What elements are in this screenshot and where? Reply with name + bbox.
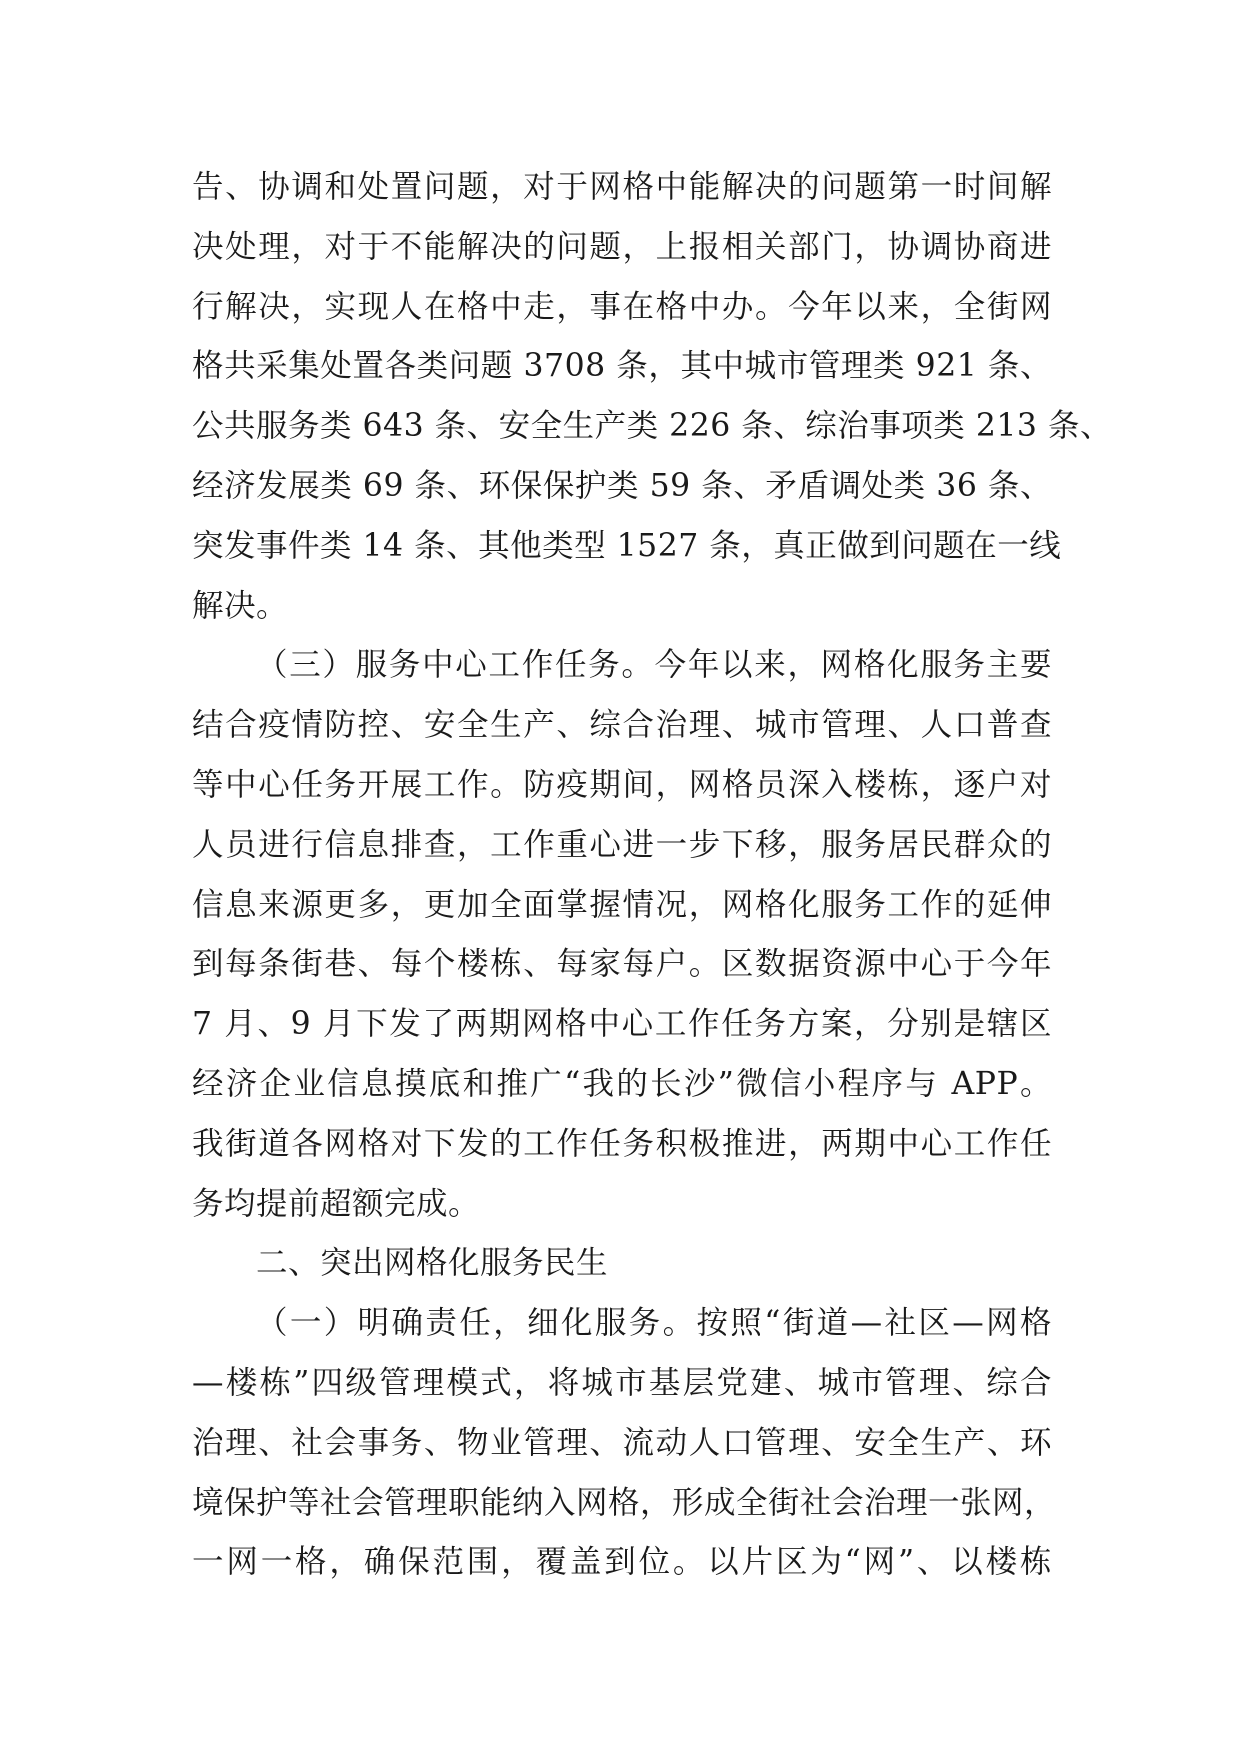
text-line: 一网一格，确保范围，覆盖到位。以片区为“网”、以楼栋	[192, 1544, 1052, 1581]
body-text	[192, 158, 1112, 1593]
text-line: 突发事件类 14 条、其他类型 1527 条，真正做到问题在一线	[192, 527, 1062, 564]
text-line: 决处理，对于不能解决的问题，上报相关部门，协调协商进	[192, 228, 1052, 265]
text-line: 格共采集处置各类问题 3708 条，其中城市管理类 921 条、	[192, 348, 1052, 385]
text-line: 结合疫情防控、安全生产、综合治理、城市管理、人口普查	[192, 707, 1052, 744]
text-line: 7 月、9 月下发了两期网格中心工作任务方案，分别是辖区	[192, 1006, 1052, 1043]
text-line: 等中心任务开展工作。防疫期间，网格员深入楼栋，逐户对	[192, 766, 1052, 803]
text-line: 经济发展类 69 条、环保保护类 59 条、矛盾调处类 36 条、	[192, 467, 1052, 504]
text-line: 公共服务类 643 条、安全生产类 226 条、综治事项类 213 条、	[192, 408, 1112, 445]
text-line: 行解决，实现人在格中走，事在格中办。今年以来，全街网	[192, 288, 1052, 325]
section-heading-line: （三）服务中心工作任务。今年以来，网格化服务主要	[256, 647, 1052, 684]
section-heading-line: （一）明确责任，细化服务。按照“街道—社区—网格	[256, 1305, 1052, 1342]
text-line: 境保护等社会管理职能纳入网格，形成全街社会治理一张网，	[192, 1484, 1057, 1521]
text-line: 到每条街巷、每个楼栋、每家每户。区数据资源中心于今年	[192, 946, 1052, 983]
text-line: 务均提前超额完成。	[192, 1185, 481, 1222]
text-line: 解决。	[192, 587, 289, 624]
text-line: —楼栋”四级管理模式，将城市基层党建、城市管理、综合	[192, 1364, 1052, 1401]
text-line: 治理、社会事务、物业管理、流动人口管理、安全生产、环	[192, 1424, 1052, 1461]
text-line: 人员进行信息排查，工作重心进一步下移，服务居民群众的	[192, 826, 1052, 863]
text-line: 信息来源更多，更加全面掌握情况，网格化服务工作的延伸	[192, 886, 1052, 923]
text-line: 告、协调和处置问题，对于网格中能解决的问题第一时间解	[192, 169, 1052, 205]
text-line: 我街道各网格对下发的工作任务积极推进，两期中心工作任	[192, 1125, 1052, 1162]
text-line: 经济企业信息摸底和推广“我的长沙”微信小程序与 APP。	[192, 1065, 1052, 1102]
section-title: 二、突出网格化服务民生	[256, 1245, 609, 1282]
